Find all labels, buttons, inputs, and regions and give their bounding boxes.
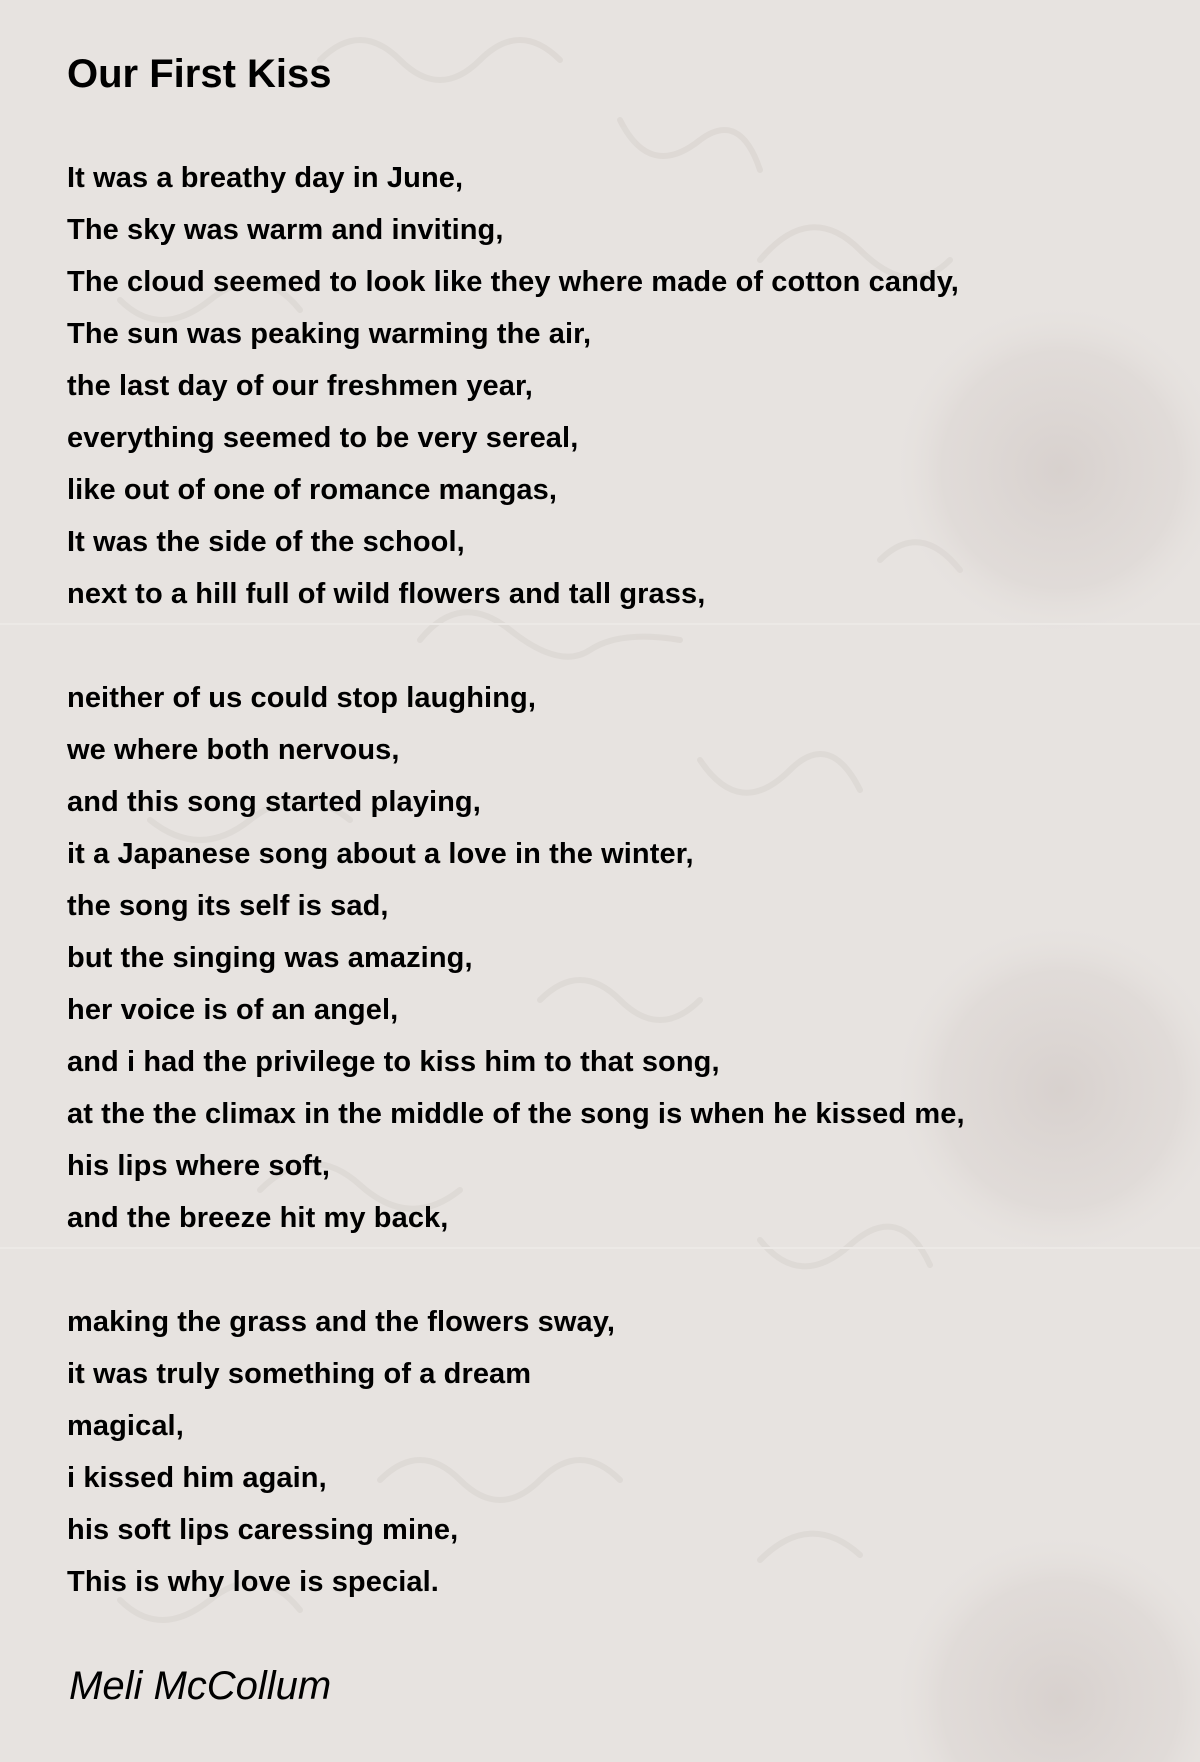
poem-line: i kissed him again, (67, 1462, 327, 1494)
poem-line: It was a breathy day in June, (67, 162, 464, 194)
poem-line: next to a hill full of wild flowers and tall grass, (67, 578, 706, 610)
poem-author: Meli McCollum (69, 1664, 332, 1708)
poem-line: the last day of our freshmen year, (67, 370, 533, 402)
poem-line: it a Japanese song about a love in the winter, (67, 838, 694, 870)
poem-line: and the breeze hit my back, (67, 1202, 449, 1234)
poem-line: at the the climax in the middle of the song is when he kissed me, (67, 1098, 965, 1130)
poem-line: the song its self is sad, (67, 890, 389, 922)
poem-line: This is why love is special. (67, 1566, 439, 1598)
poem-line: but the singing was amazing, (67, 942, 473, 974)
stanza-break (67, 1244, 965, 1296)
stanza-break (67, 620, 965, 672)
poem-line: it was truly something of a dream (67, 1358, 532, 1390)
poem-line: It was the side of the school, (67, 526, 465, 558)
poem-line: magical, (67, 1410, 184, 1442)
poem-line: and i had the privilege to kiss him to that song, (67, 1046, 720, 1078)
poem-line: like out of one of romance mangas, (67, 474, 558, 506)
poem-line: her voice is of an angel, (67, 994, 399, 1026)
poem-line: The cloud seemed to look like they where made of cotton candy, (67, 266, 959, 298)
poem-title: Our First Kiss (67, 52, 332, 96)
poem-line: his soft lips caressing mine, (67, 1514, 459, 1546)
poem-line: making the grass and the flowers sway, (67, 1306, 615, 1338)
poem-line: The sky was warm and inviting, (67, 214, 504, 246)
poem-line: The sun was peaking warming the air, (67, 318, 592, 350)
poem-line: his lips where soft, (67, 1150, 331, 1182)
poem-line: everything seemed to be very sereal, (67, 422, 579, 454)
poem-body (67, 152, 965, 1608)
poem-line: and this song started playing, (67, 786, 481, 818)
poem-line: we where both nervous, (67, 734, 400, 766)
poem-line: neither of us could stop laughing, (67, 682, 536, 714)
